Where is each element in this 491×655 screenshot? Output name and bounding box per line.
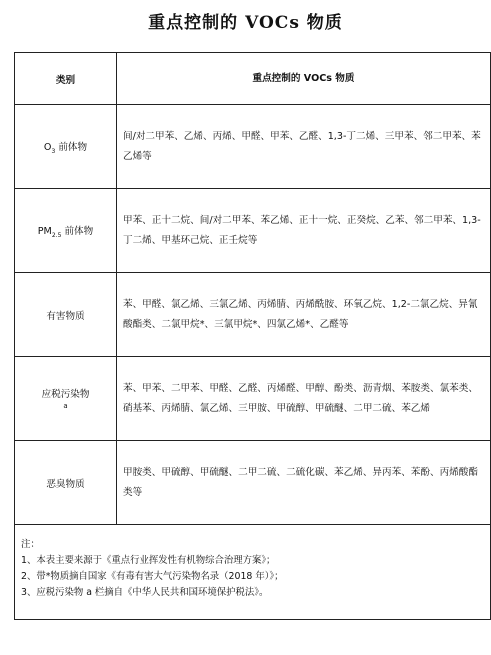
header-category: 类别 — [15, 53, 117, 105]
row-substances: 苯、甲醛、氯乙烯、三氯乙烯、丙烯腈、丙烯酰胺、环氧乙烷、1,2-二氯乙烷、异氰酸酯类、二氯甲烷*、三氯甲烷*、四氯乙烯*、乙醛等 — [117, 273, 491, 357]
table-row — [15, 357, 491, 441]
notes-cell — [15, 525, 491, 620]
note-item: 3、应税污染物 a 栏摘自《中华人民共和国环境保护税法》。 — [21, 587, 269, 598]
row-substances: 间/对二甲苯、乙烯、丙烯、甲醛、甲苯、乙醛、1,3-丁二烯、三甲苯、邻二甲苯、苯乙烯等 — [117, 105, 491, 189]
header-substances: 重点控制的 VOCs 物质 — [117, 53, 491, 105]
note-item: 2、带*物质摘自国家《有毒有害大气污染物名录（2018 年）》； — [21, 571, 284, 582]
table-row — [15, 189, 491, 273]
table-row — [15, 441, 491, 525]
row-category: $O_3$ 前体物 — [15, 105, 117, 189]
notes-row — [15, 525, 491, 620]
table-row — [15, 273, 491, 357]
row-category: 恶臭物质 — [15, 441, 117, 525]
row-substances: 苯、甲苯、二甲苯、甲醛、乙醛、丙烯醛、甲醇、酚类、沥青烟、苯胺类、氯苯类、硝基苯、丙烯腈、氯乙烯、三甲胺、甲硫醇、甲硫醚、二甲二硫、苯乙烯 — [117, 357, 491, 441]
row-substances: 甲苯、正十二烷、间/对二甲苯、苯乙烯、正十一烷、正癸烷、乙苯、邻二甲苯、1,3-丁二烯、甲基环己烷、正壬烷等 — [117, 189, 491, 273]
table-row — [15, 105, 491, 189]
row-substances: 甲胺类、甲硫醇、甲硫醚、二甲二硫、二硫化碳、苯乙烯、异丙苯、苯酚、丙烯酸酯类等 — [117, 441, 491, 525]
voc-table — [14, 52, 491, 620]
row-category: $PM_{2.5}$ 前体物 — [15, 189, 117, 273]
page-title: 重点控制的 VOCs 物质 — [148, 13, 343, 33]
table-header-row — [15, 53, 491, 105]
note-item: 1、本表主要来源于《重点行业挥发性有机物综合治理方案》； — [21, 555, 276, 566]
notes-label: 注： — [21, 539, 40, 550]
row-category: 有害物质 — [15, 273, 117, 357]
row-category: 应税污染物 a — [15, 357, 117, 441]
